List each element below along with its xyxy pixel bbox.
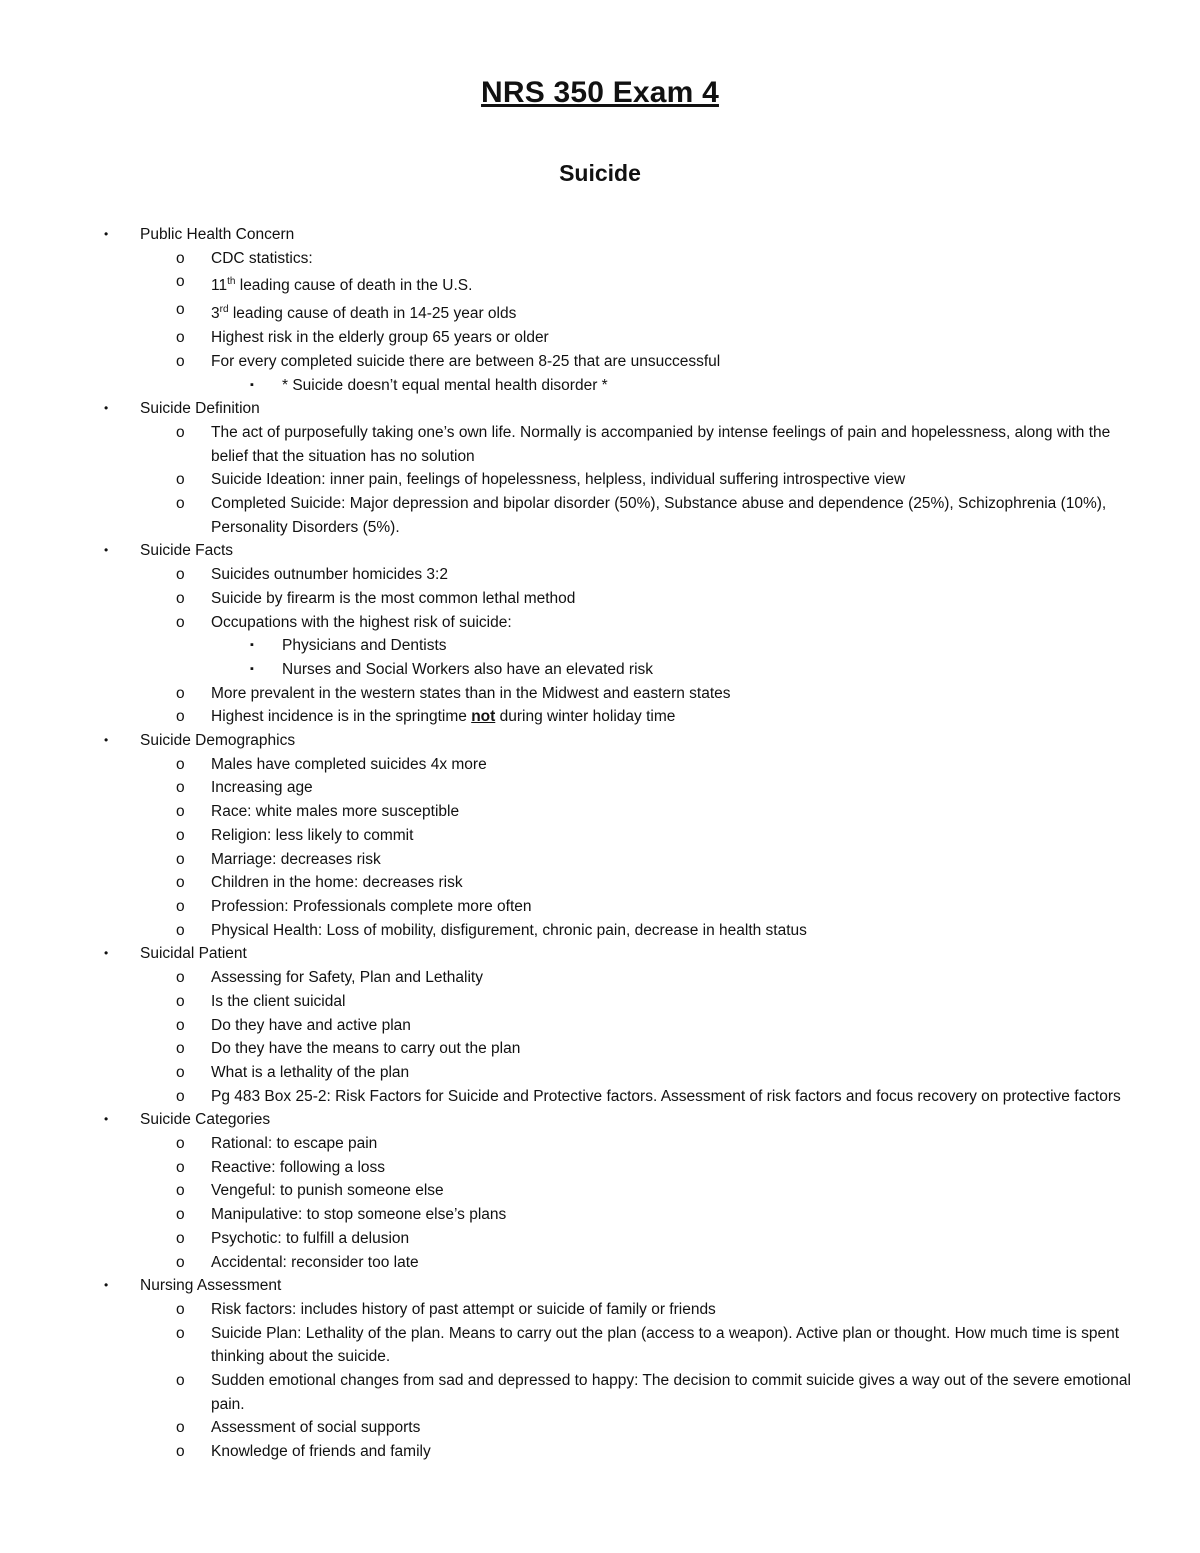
- bullet-icon: o: [176, 589, 185, 607]
- square-bullet-icon: ▪: [250, 378, 254, 391]
- section-row: [0, 729, 1200, 753]
- bullet-icon: o: [176, 803, 185, 821]
- list-item-row: [0, 1369, 1200, 1416]
- bullet-icon: o: [176, 826, 185, 844]
- list-item-text: The act of purposefully taking one’s own life. Normally is accompanied by intense feelings of pain and hopelessness, along with the belief that the situation has no solution: [211, 423, 1111, 465]
- list-item-row: [0, 587, 1200, 611]
- bullet-icon: o: [176, 1300, 185, 1318]
- list-item-text: Physical Health: Loss of mobility, disfigurement, chronic pain, decrease in health status: [211, 921, 807, 939]
- nested-item-row: [0, 658, 1200, 682]
- list-item-row: [0, 800, 1200, 824]
- nested-item-row: [0, 374, 1200, 398]
- list-item-text: Suicide by firearm is the most common lethal method: [211, 589, 576, 607]
- list-item-row: [0, 247, 1200, 271]
- item-text-part: leading cause of death in the U.S.: [235, 277, 473, 295]
- bullet-icon: o: [176, 1087, 185, 1105]
- list-item: [0, 611, 1200, 682]
- list-item: [0, 326, 1200, 350]
- list-item-text: Profession: Professionals complete more often: [211, 898, 532, 915]
- bullet-icon: o: [176, 1324, 185, 1342]
- bullet-icon: o: [176, 566, 185, 584]
- section-row: [0, 223, 1200, 247]
- bullet-icon: •: [104, 227, 109, 241]
- bullet-icon: o: [176, 352, 185, 370]
- list-item-text: More prevalent in the western states than in the Midwest and eastern states: [211, 684, 731, 702]
- section-row: [0, 1274, 1200, 1298]
- bullet-icon: •: [104, 1112, 109, 1127]
- list-item-row: [0, 1132, 1200, 1156]
- nested-item-row: [0, 634, 1200, 658]
- section-sublist: [0, 753, 1200, 943]
- list-item-text: Children in the home: decreases risk: [211, 874, 463, 892]
- list-item-row: [0, 1014, 1200, 1038]
- item-text-part: 3: [211, 305, 220, 323]
- document-title: NRS 350 Exam 4: [481, 76, 719, 109]
- bullet-icon: o: [176, 708, 185, 726]
- section-heading: Suicide Demographics: [140, 732, 296, 750]
- list-item-text: Pg 483 Box 25-2: Risk Factors for Suicide and Protective factors. Assessment of risk factors and focus recovery on protective factors: [211, 1087, 1121, 1105]
- list-item-row: [0, 1298, 1200, 1322]
- bullet-icon: •: [104, 733, 109, 748]
- list-item-row: [0, 753, 1200, 777]
- list-item-text: For every completed suicide there are between 8-25 that are unsuccessful: [211, 352, 721, 370]
- list-item-text: Males have completed suicides 4x more: [211, 755, 487, 773]
- list-item-row: [0, 298, 1200, 326]
- list-item: [0, 1440, 1200, 1464]
- list-item: [0, 1132, 1200, 1156]
- list-item-row: [0, 1061, 1200, 1085]
- bullet-icon: o: [176, 423, 185, 441]
- nested-sublist: [0, 634, 1200, 681]
- section-heading: Suicide Facts: [140, 542, 234, 560]
- list-item-text: Psychotic: to fulfill a delusion: [211, 1229, 410, 1247]
- list-item: [0, 1416, 1200, 1440]
- section-item: [0, 539, 1200, 729]
- list-item-text: Race: white males more susceptible: [211, 803, 460, 821]
- list-item-row: [0, 611, 1200, 635]
- list-item-text: Assessment of social supports: [211, 1419, 421, 1437]
- list-item-text: Reactive: following a loss: [211, 1158, 386, 1176]
- list-item-row: [0, 966, 1200, 990]
- bullet-icon: o: [176, 755, 185, 773]
- list-item: [0, 1322, 1200, 1369]
- list-item-row: [0, 1156, 1200, 1180]
- nested-item-text: Nurses and Social Workers also have an elevated risk: [282, 660, 654, 678]
- section-sublist: [0, 563, 1200, 729]
- bullet-icon: o: [176, 1063, 185, 1081]
- list-item: [0, 848, 1200, 872]
- list-item: [0, 350, 1200, 397]
- bullet-icon: •: [104, 1278, 109, 1293]
- document-subtitle: Suicide: [559, 160, 641, 186]
- bullet-icon: o: [176, 1206, 185, 1224]
- section-sublist: [0, 966, 1200, 1108]
- bullet-icon: o: [176, 1182, 185, 1200]
- bullet-icon: o: [176, 1419, 185, 1437]
- bullet-icon: •: [104, 946, 109, 961]
- list-item: [0, 753, 1200, 777]
- list-item-row: [0, 1440, 1200, 1464]
- list-item: [0, 563, 1200, 587]
- bullet-icon: o: [176, 874, 185, 892]
- bullet-icon: o: [176, 273, 185, 291]
- list-item-text: Knowledge of friends and family: [211, 1443, 431, 1461]
- list-item: [0, 1227, 1200, 1251]
- bullet-icon: o: [176, 850, 185, 868]
- list-item-text: Suicide Plan: Lethality of the plan. Means to carry out the plan (access to a weapon). Active plan or thought. How much time is spent thinking about the suicide.: [211, 1324, 1120, 1366]
- list-item: [0, 705, 1200, 729]
- list-item-text: CDC statistics:: [211, 249, 313, 267]
- list-item-row: [0, 492, 1200, 539]
- list-item: [0, 776, 1200, 800]
- list-item-row: [0, 468, 1200, 492]
- bullet-icon: •: [104, 401, 109, 416]
- list-item-row: [0, 705, 1200, 729]
- section-sublist: [0, 421, 1200, 540]
- list-item: [0, 966, 1200, 990]
- bullet-icon: o: [176, 471, 185, 489]
- list-item-row: [0, 776, 1200, 800]
- section-item: [0, 1108, 1200, 1274]
- list-item-text: [211, 270, 1134, 298]
- section-item: [0, 942, 1200, 1108]
- list-item-text: Accidental: reconsider too late: [211, 1253, 419, 1271]
- list-item-text: Manipulative: to stop someone else’s plans: [211, 1206, 507, 1224]
- item-text-part: during winter holiday time: [495, 708, 676, 726]
- list-item-text: [211, 705, 1134, 729]
- list-item: [0, 1251, 1200, 1275]
- square-bullet-icon: ▪: [250, 639, 254, 652]
- section-heading: Suicide Categories: [140, 1111, 271, 1129]
- list-item-text: Rational: to escape pain: [211, 1135, 378, 1153]
- list-item: [0, 682, 1200, 706]
- list-item: [0, 247, 1200, 271]
- ordinal-superscript: rd: [219, 304, 229, 316]
- list-item: [0, 1014, 1200, 1038]
- list-item-text: Sudden emotional changes from sad and depressed to happy: The decision to commit suicide gives a way out of the severe emotional pain.: [211, 1372, 1131, 1413]
- list-item: [0, 1085, 1200, 1109]
- list-item-text: [211, 298, 1134, 326]
- list-item: [0, 824, 1200, 848]
- list-item-row: [0, 895, 1200, 919]
- bullet-icon: o: [176, 249, 185, 267]
- list-item-row: [0, 1179, 1200, 1203]
- list-item-text: What is a lethality of the plan: [211, 1063, 410, 1081]
- section-item: [0, 729, 1200, 942]
- section-row: [0, 942, 1200, 966]
- emphasis-text: not: [471, 708, 496, 726]
- bullet-icon: o: [176, 992, 185, 1010]
- bullet-icon: o: [176, 495, 185, 513]
- bullet-icon: o: [176, 329, 185, 347]
- bullet-icon: o: [176, 1016, 185, 1034]
- section-heading: Suicide Definition: [140, 400, 260, 418]
- list-item-row: [0, 682, 1200, 706]
- section-row: [0, 397, 1200, 421]
- list-item: [0, 990, 1200, 1014]
- list-item-row: [0, 563, 1200, 587]
- ordinal-superscript: th: [227, 276, 236, 288]
- bullet-icon: o: [176, 1135, 185, 1153]
- list-item-row: [0, 350, 1200, 374]
- section-sublist: [0, 1132, 1200, 1274]
- list-item-text: Marriage: decreases risk: [211, 850, 381, 868]
- list-item-row: [0, 848, 1200, 872]
- list-item-row: [0, 421, 1200, 468]
- bullet-icon: o: [176, 1040, 185, 1058]
- section-item: [0, 223, 1200, 397]
- section-item: [0, 1274, 1200, 1464]
- list-item-row: [0, 1322, 1200, 1369]
- list-item-row: [0, 871, 1200, 895]
- list-item-text: Suicides outnumber homicides 3:2: [211, 566, 448, 584]
- list-item-text: Risk factors: includes history of past attempt or suicide of family or friends: [211, 1300, 716, 1318]
- list-item: [0, 587, 1200, 611]
- section-sublist: [0, 247, 1200, 398]
- bullet-icon: o: [176, 301, 185, 319]
- section-row: [0, 539, 1200, 563]
- list-item-row: [0, 1037, 1200, 1061]
- section-heading: Nursing Assessment: [140, 1277, 282, 1295]
- list-item: [0, 421, 1200, 468]
- list-item: [0, 800, 1200, 824]
- item-text-part: 11: [211, 277, 228, 295]
- list-item-text: Vengeful: to punish someone else: [211, 1182, 444, 1200]
- list-item-row: [0, 1227, 1200, 1251]
- list-item-row: [0, 1416, 1200, 1440]
- bullet-icon: o: [176, 898, 185, 915]
- list-item: [0, 298, 1200, 326]
- list-item: [0, 1156, 1200, 1180]
- section-heading: Suicidal Patient: [140, 945, 247, 963]
- list-item-text: Assessing for Safety, Plan and Lethality: [211, 969, 483, 987]
- list-item: [0, 871, 1200, 895]
- bullet-icon: o: [176, 1443, 185, 1461]
- list-item-row: [0, 824, 1200, 848]
- item-text-part: Highest incidence is in the springtime: [211, 708, 472, 726]
- list-item-text: Completed Suicide: Major depression and bipolar disorder (50%), Substance abuse and dependence (25%), Schizophrenia (10%), Personality Disorders (5%).: [211, 495, 1107, 536]
- nested-list-item: [0, 658, 1200, 682]
- list-item-row: [0, 270, 1200, 298]
- bullet-icon: o: [176, 921, 185, 939]
- outline-list: [0, 223, 1200, 1464]
- list-item: [0, 1179, 1200, 1203]
- bullet-icon: o: [176, 1372, 185, 1390]
- list-item: [0, 1037, 1200, 1061]
- list-item: [0, 270, 1200, 298]
- section-sublist: [0, 1298, 1200, 1464]
- list-item-row: [0, 1085, 1200, 1109]
- list-item: [0, 1369, 1200, 1416]
- list-item: [0, 468, 1200, 492]
- list-item-text: Do they have and active plan: [211, 1016, 411, 1034]
- list-item-row: [0, 1203, 1200, 1227]
- list-item: [0, 1298, 1200, 1322]
- section-heading: Public Health Concern: [140, 226, 295, 243]
- nested-list-item: [0, 634, 1200, 658]
- section-row: [0, 1108, 1200, 1132]
- list-item-text: Suicide Ideation: inner pain, feelings of hopelessness, helpless, individual suffering introspective view: [211, 471, 906, 489]
- bullet-icon: o: [176, 684, 185, 702]
- list-item-text: Is the client suicidal: [211, 992, 346, 1010]
- list-item-text: Highest risk in the elderly group 65 years or older: [211, 329, 549, 347]
- bullet-icon: o: [176, 1229, 185, 1247]
- bullet-icon: o: [176, 1253, 185, 1271]
- list-item-text: Occupations with the highest risk of suicide:: [211, 613, 512, 631]
- nested-item-text: * Suicide doesn’t equal mental health disorder *: [282, 376, 608, 394]
- list-item: [0, 919, 1200, 943]
- nested-sublist: [0, 374, 1200, 398]
- list-item: [0, 1061, 1200, 1085]
- list-item-row: [0, 919, 1200, 943]
- bullet-icon: •: [104, 543, 109, 558]
- list-item-row: [0, 326, 1200, 350]
- bullet-icon: o: [176, 1158, 185, 1176]
- list-item-row: [0, 990, 1200, 1014]
- square-bullet-icon: ▪: [250, 662, 254, 675]
- list-item-text: Increasing age: [211, 779, 313, 797]
- list-item-text: Do they have the means to carry out the plan: [211, 1040, 521, 1058]
- section-item: [0, 397, 1200, 539]
- list-item: [0, 1203, 1200, 1227]
- bullet-icon: o: [176, 969, 185, 987]
- list-item: [0, 492, 1200, 539]
- list-item-text: Religion: less likely to commit: [211, 826, 414, 844]
- list-item: [0, 895, 1200, 919]
- nested-list-item: [0, 374, 1200, 398]
- bullet-icon: o: [176, 779, 185, 797]
- list-item-row: [0, 1251, 1200, 1275]
- bullet-icon: o: [176, 613, 185, 631]
- item-text-part: leading cause of death in 14-25 year olds: [228, 305, 517, 323]
- nested-item-text: Physicians and Dentists: [282, 637, 447, 655]
